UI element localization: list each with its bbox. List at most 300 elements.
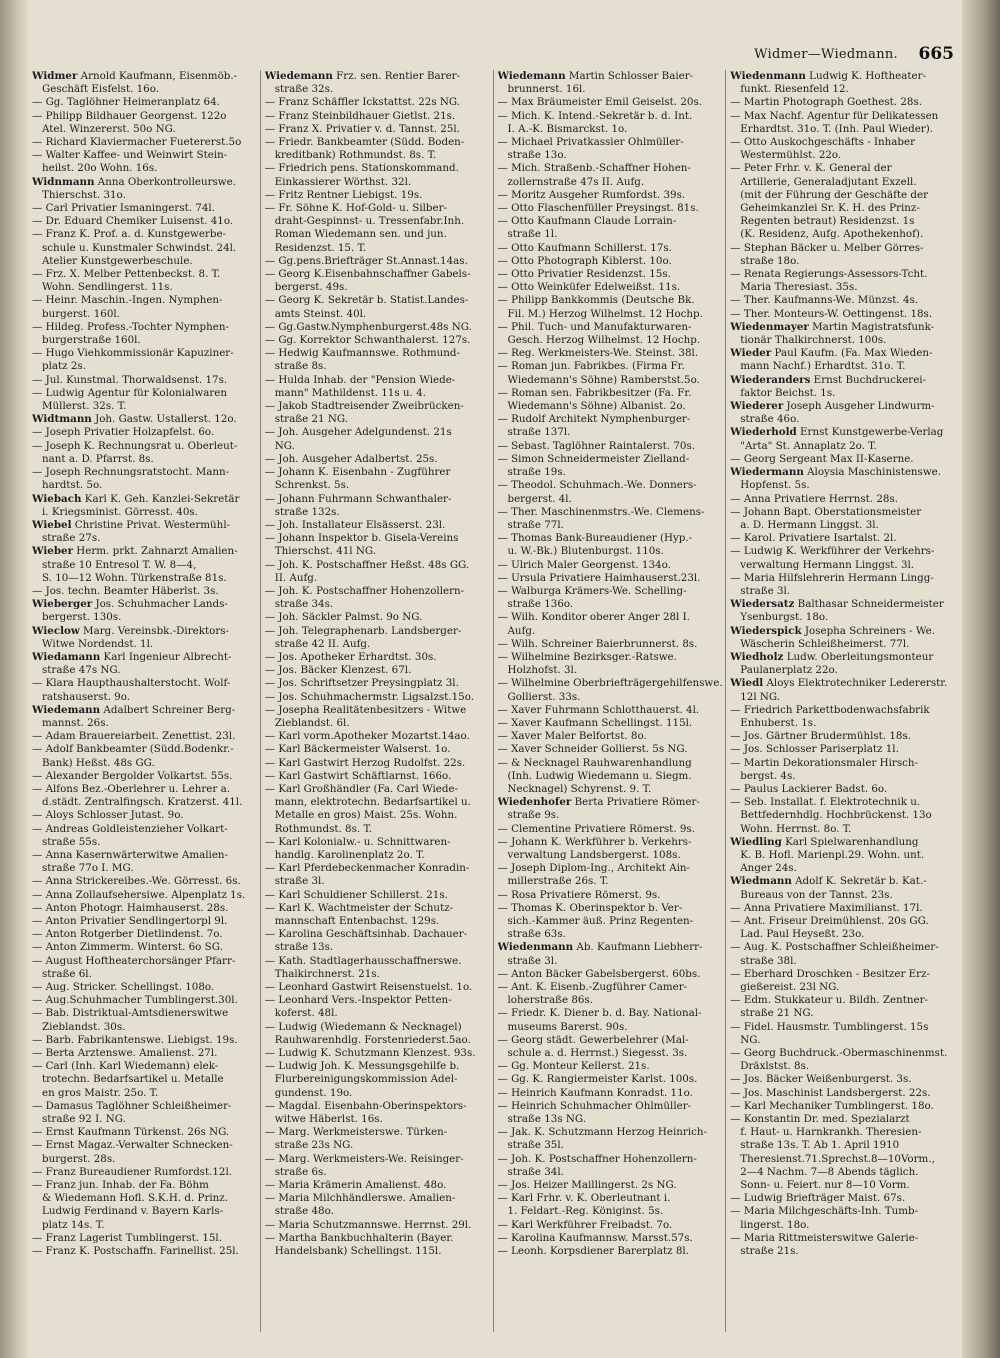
directory-entry: — Aloys Schlosser Jutast. 9o. <box>32 809 184 822</box>
entry-continuation: Fil. M.) Herzog Wilhelmst. 12 Hochp. <box>507 307 703 320</box>
directory-entry: — Seb. Installat. f. Elektrotechnik u. <box>730 796 921 809</box>
entry-continuation: Bettfedernhdlg. Hochbrückenst. 13o <box>740 809 932 822</box>
entry-continuation: Aufg. <box>507 624 536 637</box>
directory-entry: — Anna Zollaufsehersiwe. Alpenplatz 1s. <box>32 888 246 901</box>
directory-entry: — Clementine Privatiere Römerst. 9s. <box>497 822 695 835</box>
entry-continuation: straße 55s. <box>42 835 101 848</box>
directory-entry: — Walburga Krämers-We. Schelling- <box>497 584 687 597</box>
entry-continuation: gundenst. 19o. <box>274 1086 353 1099</box>
directory-entry: — Karl Werkführer Freibadst. 7o. <box>497 1218 673 1231</box>
entry-continuation: Metalle en gros) Maist. 25s. Wohn. <box>274 809 458 822</box>
entry-continuation: schule a. d. Herrnst.) Siegesst. 3s. <box>507 1047 688 1060</box>
entry-continuation: Wohn. Herrnst. 8o. T. <box>740 822 852 835</box>
entry-continuation: funkt. Riesenfeld 12. <box>740 83 849 96</box>
directory-entry: — Hugo Viehkommissionär Kapuziner- <box>32 347 234 360</box>
directory-entry: — Xaver Schneider Gollierst. 5s NG. <box>497 743 688 756</box>
directory-entry: — Franz jun. Inhab. der Fa. Böhm <box>32 1179 209 1192</box>
entry-continuation: Wiedemann's Söhne) Albanist. 2o. <box>507 400 686 413</box>
directory-entry: — Johann Fuhrmann Schwanthaler- <box>264 492 452 505</box>
directory-entry: — Karl Gastwirt Schäftlarnst. 166o. <box>264 769 452 782</box>
directory-entry: — Friedrich Parkettbodenwachsfabrik <box>730 703 930 716</box>
directory-entry: — Karolina Geschäftsinhab. Dachauer- <box>264 928 468 941</box>
directory-entry: Wiedemann Frz. sen. Rentier Barer- <box>264 70 461 82</box>
directory-entry: Wieber Herm. prkt. Zahnarzt Amalien- <box>32 545 238 558</box>
entry-continuation: Wiedemann's Söhne) Ramberstst.5o. <box>507 373 700 386</box>
entry-continuation: verwaltung Landsbergerst. 108s. <box>507 848 681 861</box>
directory-entry: — Hulda Inhab. der "Pension Wiede- <box>264 373 456 386</box>
entry-continuation: NG. <box>740 1033 761 1046</box>
page-header <box>40 44 958 66</box>
entry-continuation: Bureaus von der Tannst. 23s. <box>740 888 893 901</box>
entry-continuation: & Wiedemann Hofl. S.K.H. d. Prinz. <box>42 1192 229 1205</box>
directory-entry: — Franz K. Prof. a. d. Kunstgewerbe- <box>32 228 227 241</box>
directory-entry: Wiedermann Aloysia Maschinistenswe. <box>730 466 942 479</box>
entry-continuation: straße 3l. <box>274 875 325 888</box>
directory-entry: — Joseph Diplom-Ing., Architekt Ain- <box>497 862 691 875</box>
surname-heading: Wiedermann <box>730 466 804 479</box>
surname-heading: Wieclow <box>32 624 80 637</box>
entry-continuation: straße 132s. <box>274 505 340 518</box>
entry-continuation: straße 23s NG. <box>274 1139 354 1152</box>
directory-entry: Wiederer Joseph Ausgeher Lindwurm- <box>730 400 935 413</box>
directory-entry: Wiedenmann Ludwig K. Hoftheater- <box>730 70 927 82</box>
directory-entry: — Aug. Stricker. Schellingst. 108o. <box>32 981 215 994</box>
entry-continuation: Ysenburgst. 18o. <box>740 611 829 624</box>
directory-entry: — Anton Rotgerber Dietlindenst. 7o. <box>32 928 223 941</box>
directory-entry: — Marg. Werkmeisters-We. Reisinger- <box>264 1152 464 1165</box>
entry-continuation: straße 137l. <box>507 426 571 439</box>
directory-entry: — Joh. Installateur Elsässerst. 23l. <box>264 518 446 531</box>
entry-continuation: straße 3l. <box>740 584 791 597</box>
directory-entry: Wiedemann Martin Schlosser Baier- <box>497 70 694 82</box>
entry-continuation: Ludwig Ferdinand v. Bayern Karls- <box>42 1205 224 1218</box>
entry-continuation: NG. <box>274 439 295 452</box>
directory-entry: Wiedling Karl Spielwarenhandlung <box>730 835 919 848</box>
directory-entry: — Heinrich Schuhmacher Ohlmüller- <box>497 1099 692 1112</box>
entry-continuation: platz 2s. <box>42 360 86 373</box>
directory-entry: — Barb. Fabrikantenswe. Liebigst. 19s. <box>32 1033 238 1046</box>
entry-continuation: museums Barerst. 90s. <box>507 1020 628 1033</box>
directory-entry: — Stephan Bäcker u. Melber Görres- <box>730 241 924 254</box>
entry-continuation: straße 6l. <box>42 967 92 980</box>
directory-entry: — Fidel. Hausmstr. Tumblingerst. 15s <box>730 1020 929 1033</box>
entry-continuation: Sonn- u. Feiert. nur 8—10 Vorm. <box>740 1179 910 1192</box>
entry-continuation: witwe Häberlst. 16s. <box>274 1113 383 1126</box>
entry-continuation: bergerst. 130s. <box>42 611 122 624</box>
directory-entry: — Otto Kaufmann Schillerst. 17s. <box>497 241 672 254</box>
entry-continuation: Zieblandst. 6l. <box>274 716 350 729</box>
directory-entry: Wiebel Christine Privat. Westermühl- <box>32 518 231 531</box>
directory-entry: Wiedenmayer Martin Magistratsfunk- <box>730 320 935 333</box>
entry-continuation: burgerstraße 160l. <box>42 334 141 347</box>
entry-continuation: Thierschst. 41l NG. <box>274 545 377 558</box>
entry-continuation: bergst. 4s. <box>740 769 796 782</box>
directory-entry: Widnmann Anna Oberkontrolleurswe. <box>32 175 236 188</box>
directory-entry: — Ulrich Maler Georgenst. 134o. <box>497 558 671 571</box>
entry-continuation: a. D. Hermann Linggst. 3l. <box>740 518 879 531</box>
directory-entry: — Thomas K. Oberinspektor b. Ver- <box>497 901 683 914</box>
entry-continuation: S. 10—12 Wohn. Türkenstraße 81s. <box>42 571 227 584</box>
directory-entry: — Anna Privatiere Herrnst. 28s. <box>730 492 899 505</box>
directory-entry: — Renata Regierungs-Assessors-Tcht. <box>730 268 928 281</box>
directory-entry: — Frz. X. Melber Pettenbeckst. 8. T. <box>32 268 221 281</box>
entry-continuation: straße 21 NG. <box>274 413 348 426</box>
directory-entry: — Gg. Korrektor Schwanthalerst. 127s. <box>264 334 471 347</box>
directory-entry: — Joh. K. Postschaffner Hohenzollern- <box>497 1152 697 1165</box>
directory-entry: — Max Nachf. Agentur für Delikatessen <box>730 109 939 122</box>
directory-entry: — Wilhelmine Bezirksger.-Ratswe. <box>497 650 677 663</box>
directory-entry: — Johann Bapt. Oberstationsmeister <box>730 505 922 518</box>
entry-continuation: mann Nachf.) Erhardtst. 31o. T. <box>740 360 906 373</box>
entry-continuation: straße 77o I. MG. <box>42 862 134 875</box>
entry-continuation: tionär Thalkirchnerst. 100s. <box>740 334 887 347</box>
entry-continuation: Gesch. Herzog Wilhelmst. 12 Hochp. <box>507 334 701 347</box>
entry-continuation: f. Haut- u. Harnkrankh. Theresien- <box>740 1126 922 1139</box>
directory-entry: — Paulus Lackierer Badst. 6o. <box>730 782 888 795</box>
directory-entry: — & Necknagel Rauhwarenhandlung <box>497 756 692 769</box>
surname-heading: Wiederanders <box>730 373 811 386</box>
entry-continuation: Lad. Paul Heyseßt. 23o. <box>740 928 865 941</box>
column-2 <box>265 70 494 1332</box>
directory-entry: Wiederanders Ernst Buchdruckerei- <box>730 373 927 386</box>
entry-continuation: bergerst. 49s. <box>274 281 348 294</box>
directory-entry: — Anna Privatiere Maximilianst. 17l. <box>730 901 923 914</box>
directory-entry: Wieder Paul Kaufm. (Fa. Max Wieden- <box>730 347 933 360</box>
entry-continuation: Rauhwarenhdlg. Forstenriederst.5ao. <box>274 1033 471 1046</box>
directory-entry: — Marg. Werkmeisterswe. Türken- <box>264 1126 448 1139</box>
entry-continuation: faktor Beichst. 1s. <box>740 386 836 399</box>
directory-entry: Wiebach Karl K. Geh. Kanzlei-Sekretär <box>32 492 240 505</box>
directory-entry: — Rosa Privatiere Römerst. 9s. <box>497 888 661 901</box>
entry-continuation: Geschäft Eisfelst. 16o. <box>42 83 160 96</box>
entry-continuation: 12l NG. <box>740 690 781 703</box>
directory-entry: — Martin Photograph Goethest. 28s. <box>730 96 923 109</box>
entry-continuation: straße 136o. <box>507 598 574 611</box>
binding-edge-left <box>0 0 28 1358</box>
directory-entry: Wiederhold Ernst Kunstgewerbe-Verlag <box>730 426 944 439</box>
directory-entry: — Thomas Bank-Bureaudiener (Hyp.- <box>497 532 693 545</box>
entry-continuation: burgerst. 28s. <box>42 1152 116 1165</box>
directory-entry: — Karl Frhr. v. K. Oberleutnant i. <box>497 1192 671 1205</box>
entry-continuation: gießereist. 23l NG. <box>740 981 840 994</box>
directory-entry: — Georg Sergeant Max II-Kaserne. <box>730 452 914 465</box>
surname-heading: Wiedenhofer <box>497 796 572 809</box>
entry-continuation: Anger 24s. <box>740 862 797 875</box>
directory-entry: — August Hoftheaterchorsänger Pfarr- <box>32 954 236 967</box>
entry-continuation: straße 1l. <box>507 228 558 241</box>
entry-continuation: straße 77l. <box>507 518 564 531</box>
directory-entry: Wiedholz Ludw. Oberleitungsmonteur <box>730 650 934 663</box>
entry-continuation: straße 35l. <box>507 1139 564 1152</box>
directory-entry: Wiedenmann Ab. Kaufmann Liebherr- <box>497 941 703 954</box>
directory-entry: — Eberhard Droschken - Besitzer Erz- <box>730 967 930 980</box>
directory-entry: — Xaver Fuhrmann Schlotthauerst. 4l. <box>497 703 700 716</box>
surname-heading: Wiedersatz <box>730 598 795 611</box>
entry-continuation: 1. Feldart.-Reg. Königinst. 5s. <box>507 1205 664 1218</box>
directory-entry: — Philipp Bankkommis (Deutsche Bk. <box>497 294 695 307</box>
directory-entry: — Gg. Taglöhner Heimeranplatz 64. <box>32 96 220 109</box>
surname-heading: Wiedl <box>730 677 764 690</box>
directory-entry: — Xaver Maler Belfortst. 8o. <box>497 730 647 743</box>
directory-entry: — Ursula Privatiere Haimhauserst.23l. <box>497 571 701 584</box>
directory-entry: — Leonh. Korpsdiener Barerplatz 8l. <box>497 1245 689 1258</box>
surname-heading: Wieder <box>730 347 772 360</box>
entry-continuation: straße 13o. <box>507 149 567 162</box>
entry-continuation: straße 13s. T. Ab 1. April 1910 <box>740 1139 900 1152</box>
entry-continuation: Regenten betraut) Residenzst. 1s <box>740 215 915 228</box>
surname-heading: Wiedenmann <box>497 941 574 954</box>
directory-entry: — Ant. Friseur Dreimühlenst. 20s GG. <box>730 915 929 927</box>
directory-entry: — Ernst Magaz.-Verwalter Schnecken- <box>32 1139 233 1152</box>
surname-heading: Wiederhold <box>730 426 797 439</box>
directory-entry: — Jos. Schlosser Pariserplatz 1l. <box>730 743 899 756</box>
directory-entry: — Carl (Inh. Karl Wiedemann) elek- <box>32 1060 219 1073</box>
surname-heading: Wiedling <box>730 835 782 848</box>
entry-continuation: Erhardtst. 31o. T. (Inh. Paul Wieder). <box>740 122 934 135</box>
directory-entry: — Reg. Werkmeisters-We. Steinst. 38l. <box>497 347 699 360</box>
entry-continuation: mann" Mathildenst. 11s u. 4. <box>274 386 426 399</box>
directory-entry: — Jos. Apotheker Erhardtst. 30s. <box>264 650 437 663</box>
page-edge-right <box>962 0 1000 1358</box>
entry-continuation: kreditbank) Rothmundst. 8s. T. <box>274 149 437 162</box>
entry-continuation: (K. Residenz, Aufg. Apothekenhof). <box>740 228 924 241</box>
directory-entry: — Aug.Schuhmacher Tumblingerst.30l. <box>32 994 238 1007</box>
directory-entry: — Georg städt. Gewerbelehrer (Mal- <box>497 1033 689 1046</box>
surname-heading: Widmer <box>32 70 78 82</box>
directory-entry: — Ludwig K. Schutzmann Klenzest. 93s. <box>264 1047 476 1060</box>
directory-entry: — Leonhard Gastwirt Reisenstuelst. 1o. <box>264 981 473 994</box>
directory-entry: — Georg Buchdruck.-Obermaschinenmst. <box>730 1047 948 1060</box>
directory-entry: Wiedmann Adolf K. Sekretär b. Kat.- <box>730 875 927 888</box>
directory-entry: — Karl Bäckermeister Walserst. 1o. <box>264 743 451 756</box>
directory-entry: Wiedemann Adalbert Schreiner Berg- <box>32 703 236 716</box>
directory-entry: — Klara Haupthaushalterstocht. Wolf- <box>32 677 231 690</box>
entry-continuation: trotechn. Bedarfsartikel u. Metalle <box>42 1073 224 1086</box>
surname-heading: Wiedholz <box>730 650 784 663</box>
directory-entry: — Roman jun. Fabrikbes. (Firma Fr. <box>497 360 685 373</box>
directory-entry: — Jos. Gärtner Brudermühlst. 18s. <box>730 730 911 743</box>
entry-continuation: "Arta" St. Annaplatz 2o. T. <box>740 439 877 452</box>
directory-entry: — Ther. Maschinenmstrs.-We. Clemens- <box>497 505 705 518</box>
directory-entry: — Gg. K. Rangiermeister Karlst. 100s. <box>497 1073 698 1086</box>
directory-entry: — Jos. Bäcker Klenzest. 67l. <box>264 664 412 677</box>
directory-entry: — Aug. K. Postschaffner Schleißheimer- <box>730 941 939 954</box>
directory-entry: — Karl K. Wachtmeister der Schutz- <box>264 901 454 914</box>
directory-entry: — Moritz Ausgeher Rumfordst. 39s. <box>497 188 686 201</box>
entry-continuation: i. Kriegsminist. Görresst. 40s. <box>42 505 198 518</box>
entry-continuation: straße 8s. <box>274 360 327 373</box>
entry-continuation: Maria Theresiast. 35s. <box>740 281 858 294</box>
entry-continuation: straße 3l. <box>507 954 558 967</box>
directory-entry: — Otto Photograph Kiblerst. 10o. <box>497 254 672 267</box>
entry-continuation: straße 6s. <box>274 1165 327 1178</box>
directory-entry: — Andreas Goldleistenzieher Volkart- <box>32 822 228 835</box>
entry-continuation: Geheimkanzlei Sr. K. H. des Prinz- <box>740 202 920 215</box>
surname-heading: Wiedenmayer <box>730 320 809 333</box>
directory-entry: — Philipp Bildhauer Georgenst. 122o <box>32 109 227 122</box>
directory-entry: — Richard Klaviermacher Fuetererst.5o <box>32 136 242 149</box>
directory-entry: — Fr. Söhne K. Hof-Gold- u. Silber- <box>264 202 447 215</box>
entry-continuation: straße 13s NG. <box>507 1113 587 1126</box>
column-3 <box>498 70 727 1332</box>
entry-continuation: Hopfenst. 5s. <box>740 479 810 492</box>
directory-entry: Widmer Arnold Kaufmann, Eisenmöb.- <box>32 70 238 82</box>
directory-entry: — Rudolf Architekt Nymphenburger- <box>497 413 691 426</box>
directory-entry: — Walter Kaffee- und Weinwirt Stein- <box>32 149 228 162</box>
directory-entry: — Maria Schutzmannswe. Herrnst. 29l. <box>264 1218 472 1231</box>
directory-entry: — Johann K. Werkführer b. Verkehrs- <box>497 835 692 848</box>
directory-entry: — Jul. Kunstmal. Thorwaldsenst. 17s. <box>32 373 228 386</box>
entry-continuation: Roman Wiedemann sen. und jun. <box>274 228 447 241</box>
entry-continuation: Schrenkst. 5s. <box>274 479 350 492</box>
directory-entry: — Karl Kolonialw.- u. Schnittwaren- <box>264 835 451 848</box>
directory-entry: — Phil. Tuch- und Manufakturwaren- <box>497 320 692 333</box>
entry-continuation: Artillerie, Generaladjutant Exzell. <box>740 175 917 188</box>
directory-entry: Wiedersatz Balthasar Schneidermeister <box>730 598 944 611</box>
directory-entry: — Karolina Kaufmannsw. Marsst.57s. <box>497 1231 693 1244</box>
directory-entry: — Ludwig Agentur für Kolonialwaren <box>32 386 228 399</box>
entry-continuation: Handelsbank) Schellingst. 115l. <box>274 1245 442 1258</box>
entry-continuation: Residenzst. 15. T. <box>274 241 367 254</box>
entry-continuation: Rothmundst. 8s. T. <box>274 822 373 835</box>
directory-entry: Wiederspick Josepha Schreiners - We. <box>730 624 936 637</box>
directory-entry: — Edm. Stukkateur u. Bildh. Zentner- <box>730 994 928 1007</box>
directory-entry: — Josepha Realitätenbesitzers - Witwe <box>264 703 467 716</box>
entry-continuation: Gollierst. 33s. <box>507 690 581 703</box>
directory-entry: — Wilh. Konditor oberer Anger 28l I. <box>497 611 690 624</box>
entry-continuation: loherstraße 86s. <box>507 994 594 1007</box>
directory-entry: — Anton Zimmerm. Winterst. 6o SG. <box>32 941 223 954</box>
entry-continuation: en gros Maistr. 25o. T. <box>42 1086 159 1099</box>
directory-entry: — Magdal. Eisenbahn-Oberinspektors- <box>264 1099 467 1112</box>
entry-continuation: straße 21 NG. <box>740 1007 814 1020</box>
directory-entry: — Franz X. Privatier v. d. Tannst. 25l. <box>264 122 460 135</box>
entry-continuation: straße 32s. <box>274 83 334 96</box>
column-4 <box>730 70 958 1332</box>
directory-entry: — Georg K.Eisenbahnschaffner Gabels- <box>264 268 471 281</box>
directory-entry: — Friedr. K. Diener b. d. Bay. National- <box>497 1007 702 1020</box>
entry-continuation: sich.-Kammer äuß. Prinz Regenten- <box>507 915 694 927</box>
directory-entry: — Adam Brauereiarbeit. Zenettist. 23l. <box>32 730 236 743</box>
surname-heading: Wiebach <box>32 492 82 505</box>
entry-continuation: platz 14s. T. <box>42 1218 105 1231</box>
directory-entry: — Otto Auskochgeschäfts - Inhaber <box>730 136 916 149</box>
entry-continuation: u. W.-Bk.) Blutenburgst. 110s. <box>507 545 664 558</box>
directory-entry: — Karl Pferdebeckenmacher Konradin- <box>264 862 470 875</box>
entry-continuation: straße 9s. <box>507 809 560 822</box>
entry-continuation: Dräxlstst. 8s. <box>740 1060 810 1073</box>
running-title: Widmer—Wiedmann. <box>754 47 898 62</box>
entry-continuation: mann, elektrotechn. Bedarfsartikel u. <box>274 796 471 809</box>
surname-heading: Wiedmann <box>730 875 792 888</box>
entry-continuation: koferst. 48l. <box>274 1007 338 1020</box>
entry-continuation: Thalkirchnerst. 21s. <box>274 967 380 980</box>
entry-continuation: mannschaft Entenbachst. 129s. <box>274 915 440 927</box>
directory-entry: — Ludwig Briefträger Maist. 67s. <box>730 1192 906 1205</box>
directory-entry: — Fritz Rentner Liebigst. 19s. <box>264 188 423 201</box>
surname-heading: Wiedenmann <box>730 70 806 82</box>
directory-entry: — Karl Großhändler (Fa. Carl Wiede- <box>264 782 459 795</box>
entry-continuation: straße 46o. <box>740 413 800 426</box>
column-1 <box>32 70 261 1332</box>
directory-entry: — Jak. K. Schutzmann Herzog Heinrich- <box>497 1126 708 1139</box>
directory-entry: — Otto Weinküfer Edelweißst. 11s. <box>497 281 681 294</box>
entry-continuation: Wäscherin Schleißheimerst. 77l. <box>740 637 910 650</box>
entry-continuation: Necknagel) Schyrenst. 9. T. <box>507 782 652 795</box>
directory-entry: — Jos. Schuhmachermstr. Ligsalzst.15o. <box>264 690 474 703</box>
directory-entry: — Maria Milchhändlerswe. Amalien- <box>264 1192 456 1205</box>
directory-columns <box>32 70 958 1332</box>
entry-continuation: I. A.-K. Bismarckst. 1o. <box>507 122 628 135</box>
entry-continuation: mannst. 26s. <box>42 716 109 729</box>
entry-continuation: ratshauserst. 9o. <box>42 690 130 703</box>
surname-heading: Wiedemann <box>497 70 566 82</box>
directory-entry: — Anton Privatier Sendlingertorpl 9l. <box>32 915 228 927</box>
directory-entry: — Mich. K. Intend.-Sekretär b. d. Int. <box>497 109 693 122</box>
directory-entry: — Joh. K. Postschaffner Hohenzollern- <box>264 584 465 597</box>
directory-entry: Wieberger Jos. Schuhmacher Lands- <box>32 598 228 611</box>
directory-entry: — Joh. Ausgeher Adalbertst. 25s. <box>264 452 438 465</box>
directory-entry: — Joseph Privatier Holzapfelst. 6o. <box>32 426 215 439</box>
entry-continuation: straße 18o. <box>740 254 800 267</box>
entry-continuation: straße 27s. <box>42 532 101 545</box>
directory-entry: — Damasus Taglöhner Schleißheimer- <box>32 1099 232 1112</box>
directory-entry: — Jos. techn. Beamter Häberlst. 3s. <box>32 584 219 597</box>
directory-entry: — Ernst Kaufmann Türkenst. 26s NG. <box>32 1126 230 1139</box>
entry-continuation: straße 38l. <box>740 954 797 967</box>
directory-entry: — Alfons Bez.-Oberlehrer u. Lehrer a. <box>32 782 230 795</box>
entry-continuation: Müllerst. 32s. T. <box>42 400 127 413</box>
entry-continuation: Thierschst. 31o. <box>42 188 126 201</box>
directory-entry: — Franz K. Postschaffn. Farinellist. 25l. <box>32 1245 239 1258</box>
directory-entry: — Maria Rittmeisterswitwe Galerie- <box>730 1231 919 1244</box>
entry-continuation: Theresienst.71.Sprechst.8—10Vorm., <box>740 1152 935 1165</box>
surname-heading: Wiederer <box>730 400 784 413</box>
directory-entry: Wieclow Marg. Vereinsbk.-Direktors- <box>32 624 229 637</box>
surname-heading: Wieberger <box>32 598 93 611</box>
directory-entry: — Johann K. Eisenbahn - Zugführer <box>264 466 451 479</box>
entry-continuation: Wohn. Sendlingerst. 11s. <box>42 281 173 294</box>
surname-heading: Widnmann <box>32 175 95 188</box>
entry-continuation: straße 21s. <box>740 1245 799 1258</box>
entry-continuation: amts Steinst. 40l. <box>274 307 367 320</box>
entry-continuation: draht-Gespinnst- u. Tressenfabr.Inh. <box>274 215 465 228</box>
directory-entry: — Michael Privatkassier Ohlmüller- <box>497 136 684 149</box>
surname-heading: Wiedamann <box>32 650 101 663</box>
directory-entry: Wiedenhofer Berta Privatiere Römer- <box>497 796 700 809</box>
directory-entry: — Martin Dekorationsmaler Hirsch- <box>730 756 918 769</box>
directory-entry: — Jos. Maschinist Landsbergerst. 22s. <box>730 1086 931 1099</box>
directory-entry: — Karl Mechaniker Tumblingerst. 18o. <box>730 1099 934 1112</box>
entry-continuation: Flurbereinigungskommission Adel- <box>274 1073 458 1086</box>
directory-entry: — Jakob Stadtreisender Zweibrücken- <box>264 400 464 413</box>
directory-entry: — Ther. Kaufmanns-We. Münzst. 4s. <box>730 294 919 307</box>
entry-continuation: straße 63s. <box>507 928 566 941</box>
directory-entry: — Gg.Gastw.Nymphenburgerst.48s NG. <box>264 320 472 333</box>
directory-entry: — Franz Lagerist Tumblingerst. 15l. <box>32 1231 222 1244</box>
entry-continuation: handlg. Karolinenplatz 2o. T. <box>274 848 425 861</box>
directory-entry: — Simon Schneidermeister Zielland- <box>497 452 690 465</box>
directory-entry: — Gg.pens.Briefträger St.Annast.14as. <box>264 254 468 267</box>
directory-entry: — Ant. K. Eisenb.-Zugführer Camer- <box>497 981 688 994</box>
entry-continuation: Witwe Nordendst. 1l. <box>42 637 154 650</box>
directory-entry: — Anton Photogr. Haimhauserst. 28s. <box>32 901 229 914</box>
directory-entry: — Joh. K. Postschaffner Heßst. 48s GG. <box>264 558 470 571</box>
entry-continuation: Zieblandst. 30s. <box>42 1020 126 1033</box>
directory-entry: — Kath. Stadtlagerhausschaffnerswe. <box>264 954 462 967</box>
directory-entry: — Sebast. Taglöhner Raintalerst. 70s. <box>497 439 696 452</box>
directory-entry: Wiedl Aloys Elektrotechniker Ledererstr. <box>730 677 948 690</box>
